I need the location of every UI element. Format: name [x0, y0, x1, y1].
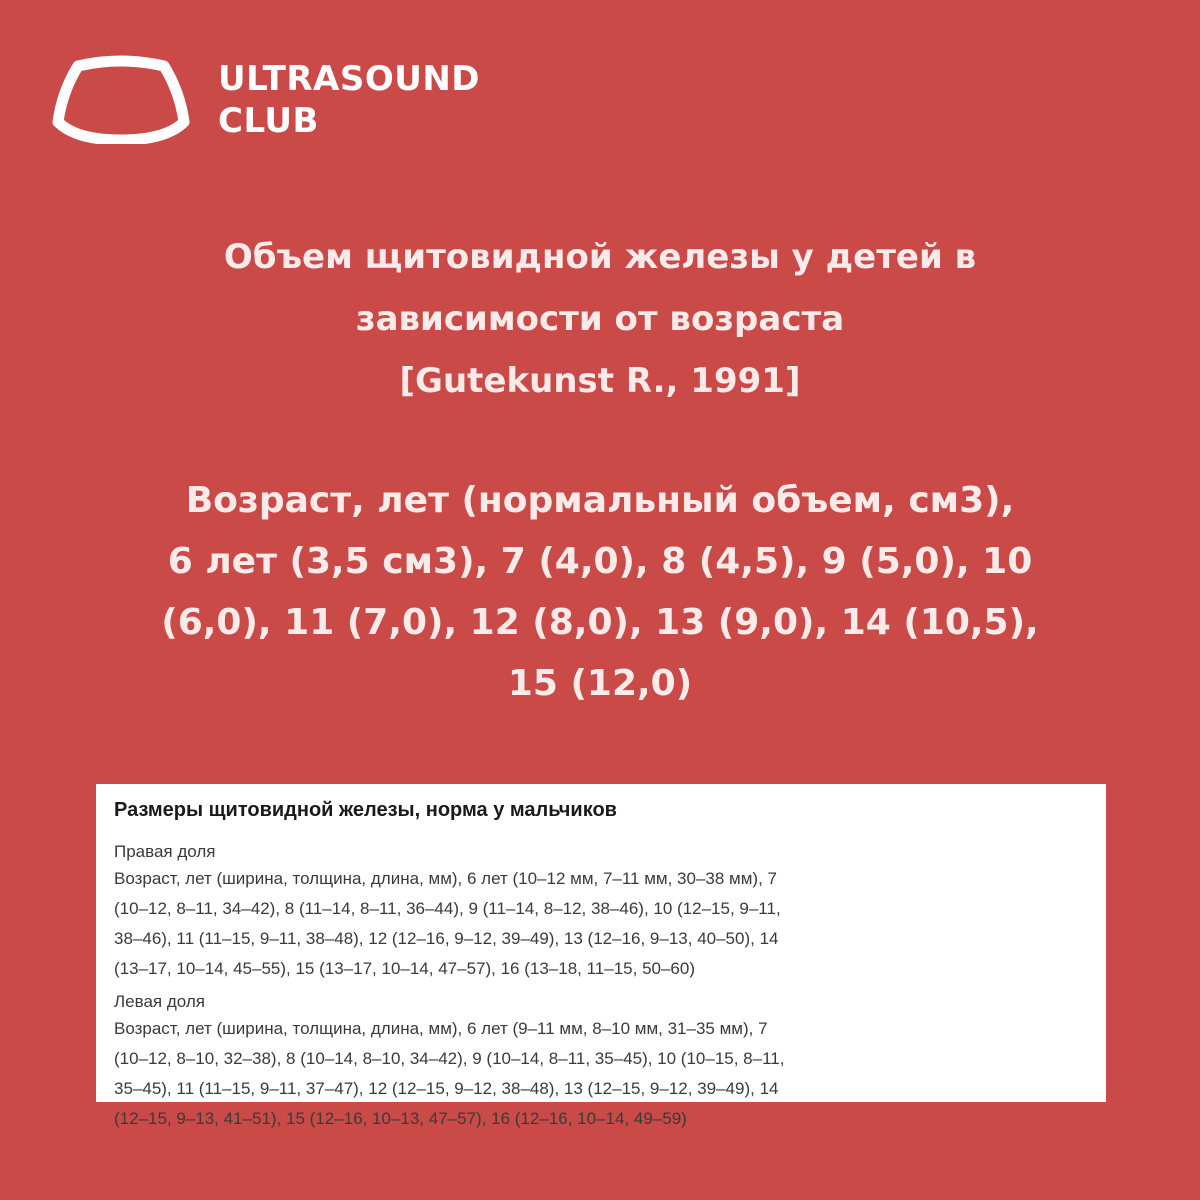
brand-name-line2: CLUB: [218, 101, 319, 141]
volume-line: 6 лет (3,5 см3), 7 (4,0), 8 (4,5), 9 (5,0), 10: [167, 541, 1033, 582]
volume-line: (6,0), 11 (7,0), 12 (8,0), 13 (9,0), 14 (10,5),: [161, 602, 1039, 643]
right-lobe-line: 38–46), 11 (11–15, 9–11, 38–48), 12 (12–16, 9–12, 39–49), 13 (12–16, 9–13, 40–50), 14: [114, 929, 779, 948]
volume-by-age-text: [100, 470, 1100, 714]
right-lobe-line: (10–12, 8–11, 34–42), 8 (11–14, 8–11, 36–44), 9 (11–14, 8–12, 38–46), 10 (12–15, 9–11,: [114, 899, 781, 918]
volume-line: 15 (12,0): [507, 663, 693, 704]
left-lobe-line: (10–12, 8–10, 32–38), 8 (10–14, 8–10, 34–42), 9 (10–14, 8–11, 35–45), 10 (10–15, 8–11,: [114, 1049, 785, 1068]
brand-name-line1: ULTRASOUND: [218, 59, 481, 99]
left-lobe-line: Возраст, лет (ширина, толщина, длина, мм), 6 лет (9–11 мм, 8–10 мм, 31–35 мм), 7: [114, 1019, 768, 1038]
left-lobe-text: [114, 1014, 1088, 1134]
title-line: Объем щитовидной железы у детей в: [223, 237, 977, 277]
right-lobe-label: Правая доля: [114, 842, 216, 861]
left-lobe-line: 35–45), 11 (11–15, 9–11, 37–47), 12 (12–15, 9–12, 38–48), 13 (12–15, 9–12, 39–49), 14: [114, 1079, 779, 1098]
ultrasound-probe-icon: [48, 52, 194, 144]
left-lobe-line: (12–15, 9–13, 41–51), 15 (12–16, 10–13, 47–57), 16 (12–16, 10–14, 49–59): [114, 1109, 687, 1128]
page-title: [80, 226, 1120, 412]
left-lobe-label: Левая доля: [114, 992, 205, 1011]
card-title: Размеры щитовидной железы, норма у мальчиков: [114, 799, 617, 821]
title-citation: [Gutekunst R., 1991]: [399, 361, 801, 401]
brand-name: [218, 58, 480, 142]
title-line: зависимости от возраста: [355, 299, 845, 339]
boys-thyroid-size-card: [96, 784, 1106, 1128]
right-lobe-text: [114, 864, 1088, 984]
brand-logo: [48, 48, 508, 148]
right-lobe-line: Возраст, лет (ширина, толщина, длина, мм), 6 лет (10–12 мм, 7–11 мм, 30–38 мм), 7: [114, 869, 777, 888]
right-lobe-line: (13–17, 10–14, 45–55), 15 (13–17, 10–14, 47–57), 16 (13–18, 11–15, 50–60): [114, 959, 695, 978]
volume-line: Возраст, лет (нормальный объем, см3),: [185, 480, 1015, 521]
